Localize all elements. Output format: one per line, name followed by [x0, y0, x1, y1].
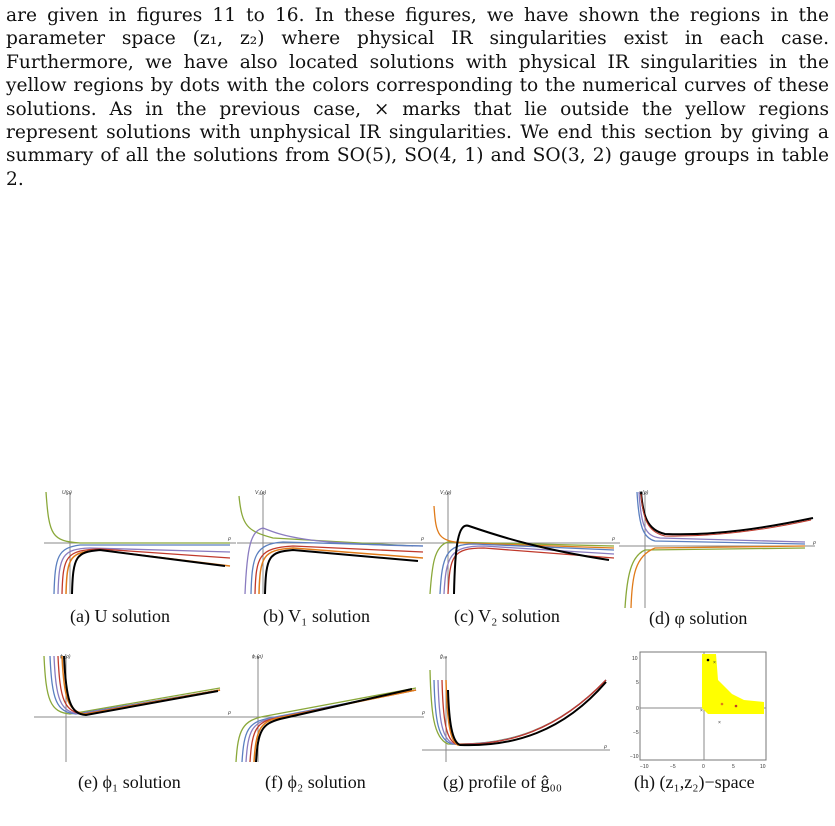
- figure-e: [30, 650, 235, 765]
- figure-e-plot: [30, 650, 235, 765]
- figure-e-ylabel: ϕ₁(ρ): [60, 654, 71, 660]
- figure-h: [630, 650, 768, 770]
- svg-text:10: 10: [632, 656, 638, 662]
- para-line-6: regions represent solutions with unphysical IR singularities. We end this section: [6, 98, 829, 144]
- figure-g: [418, 650, 614, 765]
- svg-text:−10: −10: [630, 754, 639, 760]
- figure-g-curves: [430, 670, 606, 745]
- figure-b-curves: [239, 496, 423, 594]
- caption-e: (e) ϕ₁ solution: [78, 772, 181, 792]
- figure-f: [226, 650, 426, 765]
- figure-g-xlabel: ρ: [604, 744, 607, 750]
- svg-text:0: 0: [636, 706, 639, 712]
- figure-c: [424, 486, 620, 596]
- figure-e-xlabel: ρ: [228, 710, 231, 716]
- svg-text:5: 5: [636, 680, 639, 686]
- caption-b: (b) V₁ solution: [263, 606, 370, 626]
- figure-f-curves: [236, 688, 416, 762]
- svg-text:×: ×: [718, 720, 721, 726]
- caption-f: (f) ϕ₂ solution: [265, 772, 366, 792]
- para-line-8: groups in table 2.: [6, 145, 829, 190]
- figure-b-plot: [233, 486, 429, 596]
- figure-g-plot: [418, 650, 614, 765]
- figure-c-ylabel: V₂(ρ): [440, 490, 452, 496]
- region-yellow: [702, 654, 764, 714]
- figure-d: [615, 486, 820, 611]
- para-line-5: these solutions. As in the previous case, × marks that lie outside the yellow: [6, 75, 829, 120]
- caption-h: (h) (z₁,z₂)−space: [634, 772, 755, 792]
- para-line-1: are given in figures 11 to 16. In these figures, we have shown the regions in: [6, 5, 789, 26]
- figure-a: [40, 486, 236, 596]
- figure-c-curves: [430, 506, 614, 594]
- figure-e-curves: [44, 656, 220, 715]
- caption-a: (a) U solution: [70, 606, 170, 626]
- caption-c: (c) V₂ solution: [454, 606, 560, 626]
- svg-text:×: ×: [713, 660, 716, 666]
- svg-text:10: 10: [760, 764, 766, 770]
- figure-a-curves: [46, 492, 230, 594]
- body-paragraph: [6, 4, 829, 191]
- figure-b-xlabel: ρ: [421, 536, 424, 542]
- figure-h-plot: [630, 650, 768, 770]
- para-line-7: by giving a summary of all the solutions from SO(5), SO(4, 1) and SO(3, 2) gauge: [6, 122, 829, 167]
- svg-text:0: 0: [702, 764, 705, 770]
- caption-d: (d) φ solution: [649, 608, 748, 628]
- figure-a-ylabel: U(ρ): [62, 490, 72, 496]
- caption-g: (g) profile of ĝ₀₀: [443, 772, 563, 792]
- para-line-4: yellow regions by dots with the colors corresponding to the numerical curves of: [6, 75, 772, 97]
- para-line-2: the parameter space (z₁, z₂) where physical IR singularities exist in each case.: [6, 5, 829, 50]
- figure-f-ylabel: ϕ₂(ρ): [252, 654, 263, 660]
- para-line-3: Furthermore, we have also located solutions with physical IR singularities in the: [6, 51, 829, 73]
- figure-d-plot: [615, 486, 820, 611]
- figure-f-xlabel: ρ: [422, 710, 425, 716]
- figure-d-ylabel: φ(ρ): [639, 490, 649, 496]
- svg-text:−5: −5: [633, 730, 639, 736]
- figure-c-plot: [424, 486, 620, 596]
- figure-a-xlabel: ρ: [228, 536, 231, 542]
- svg-text:×: ×: [700, 708, 703, 714]
- svg-text:−5: −5: [670, 764, 676, 770]
- figure-d-xlabel: ρ: [813, 540, 816, 546]
- figure-d-curves: [625, 492, 813, 608]
- svg-text:−10: −10: [640, 764, 649, 770]
- figure-f-plot: [226, 650, 426, 765]
- svg-text:5: 5: [732, 764, 735, 770]
- figure-b-ylabel: V₁(ρ): [255, 490, 267, 496]
- figure-b: [233, 486, 429, 596]
- figure-g-ylabel: ĝ₀₀: [440, 654, 447, 660]
- figure-a-plot: [40, 486, 236, 596]
- figure-c-xlabel: ρ: [612, 536, 615, 542]
